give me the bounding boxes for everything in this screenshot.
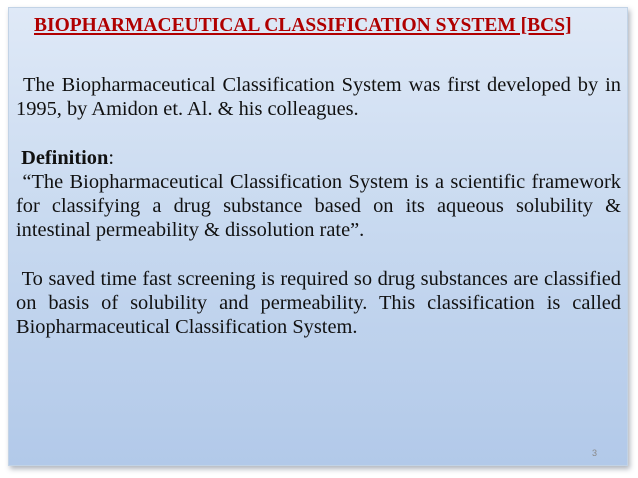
slide-body [16, 73, 621, 339]
definition-colon: : [108, 146, 115, 169]
closing-text: To saved time fast screening is required so drug substances are classified on basis of solubility and permeability. This classification is called Biopharmaceutical Classification System. [16, 267, 621, 338]
slide-number: 3 [592, 448, 598, 458]
paragraph-spacer [16, 242, 621, 266]
slide-title: BIOPHARMACEUTICAL CLASSIFICATION SYSTEM [BCS] [34, 15, 572, 36]
intro-paragraph [16, 73, 621, 121]
definition-paragraph [16, 170, 621, 243]
definition-heading [16, 146, 621, 170]
intro-text: The Biopharmaceutical Classification System was first developed by in 1995, by Amidon et. Al. & his colleagues. [16, 74, 621, 121]
definition-label: Definition [21, 146, 109, 169]
closing-paragraph [16, 267, 621, 340]
paragraph-spacer [16, 121, 621, 145]
definition-text: “The Biopharmaceutical Classification System is a scientific framework for classifying a drug substance based on its aqueous solubility & intestinal permeability & dissolution rate”. [16, 170, 621, 242]
